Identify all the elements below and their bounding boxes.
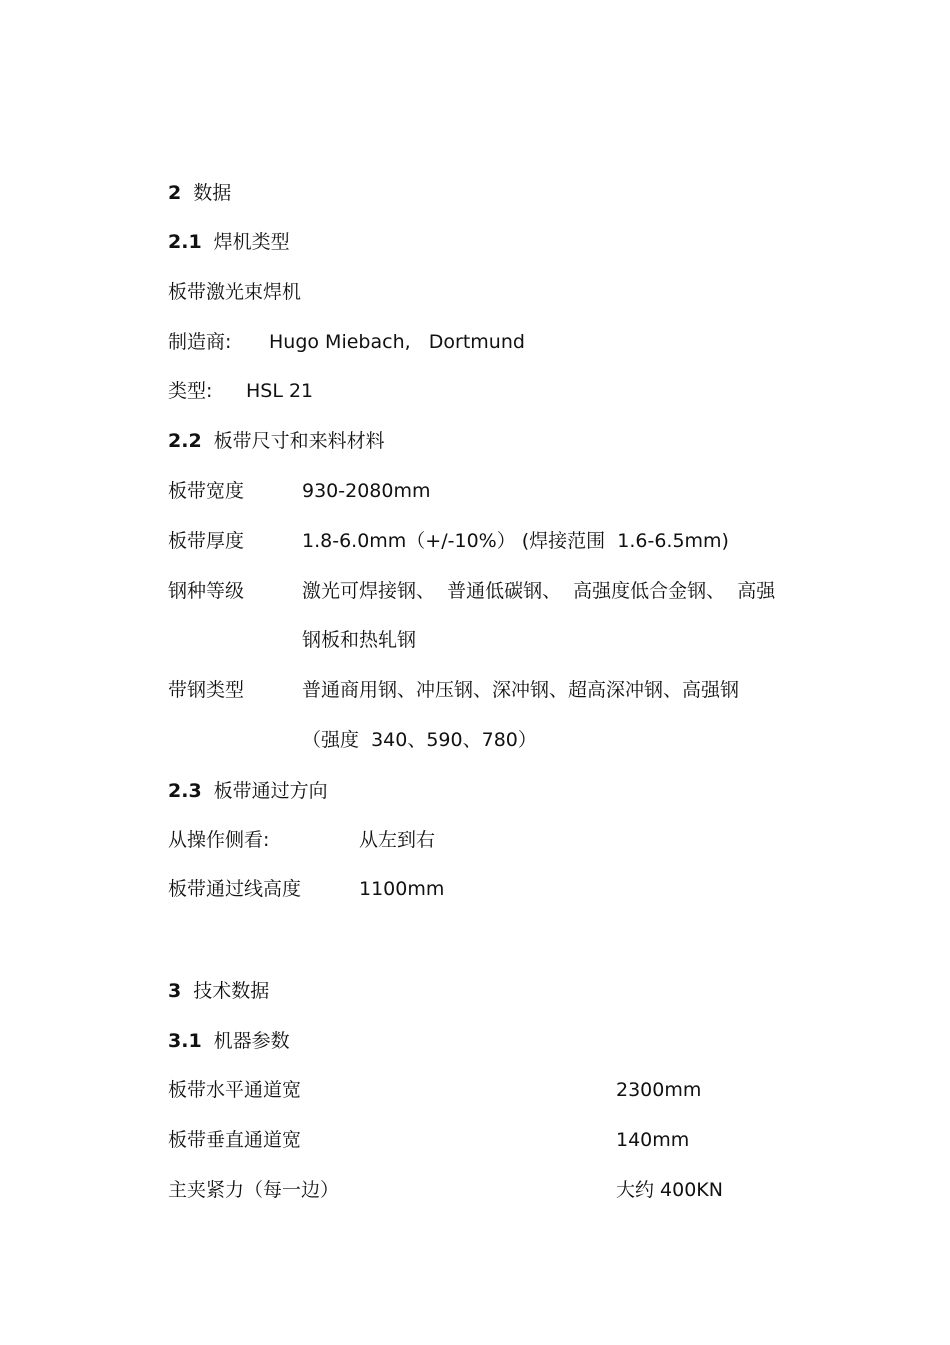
param-value: 2300mm	[616, 1079, 702, 1101]
subsection-number: 3.1	[168, 1030, 202, 1052]
subsection-title: 板带尺寸和来料材料	[213, 430, 385, 452]
manufacturer-label: 制造商:	[168, 331, 232, 353]
section-2-heading	[168, 184, 231, 203]
strip-type-value-line-1: 普通商用钢、冲压钢、深冲钢、超高深冲钢、高强钢	[302, 679, 740, 701]
manufacturer-value: Hugo Miebach, Dortmund	[269, 331, 525, 353]
operator-side-view-value: 从左到右	[359, 829, 436, 851]
pass-line-height-value: 1100mm	[359, 878, 445, 900]
steel-grade-label: 钢种等级	[168, 580, 245, 602]
subsection-2-1-heading	[168, 233, 290, 252]
steel-grade-value-line-1: 激光可焊接钢、 普通低碳钢、 高强度低合金钢、 高强	[302, 580, 776, 602]
strip-thickness-value: 1.8-6.0mm（+/-10%） (焊接范围 1.6-6.5mm)	[302, 530, 729, 552]
strip-type-value-line-2: （强度 340、590、780）	[302, 729, 537, 751]
strip-width-label: 板带宽度	[168, 480, 245, 502]
subsection-title: 焊机类型	[213, 231, 290, 253]
pass-line-height-label: 板带通过线高度	[168, 878, 302, 900]
strip-type-label: 带钢类型	[168, 679, 245, 701]
type-label: 类型:	[168, 380, 213, 402]
strip-width-value: 930-2080mm	[302, 480, 431, 502]
subsection-number: 2.1	[168, 231, 202, 253]
subsection-3-1-heading	[168, 1032, 290, 1051]
subsection-title: 机器参数	[213, 1030, 290, 1052]
subsection-number: 2.3	[168, 780, 202, 802]
section-title: 技术数据	[193, 980, 270, 1002]
welder-description: 板带激光束焊机	[168, 281, 302, 303]
param-value: 140mm	[616, 1129, 690, 1151]
strip-thickness-label: 板带厚度	[168, 530, 245, 552]
subsection-2-2-heading	[168, 432, 385, 451]
subsection-2-3-heading	[168, 782, 328, 801]
operator-side-view-label: 从操作侧看:	[168, 829, 270, 851]
steel-grade-value-line-2: 钢板和热轧钢	[302, 629, 417, 651]
section-title: 数据	[193, 182, 232, 204]
param-label: 主夹紧力（每一边）	[168, 1179, 340, 1201]
type-value: HSL 21	[246, 380, 314, 402]
subsection-number: 2.2	[168, 430, 202, 452]
param-value: 大约 400KN	[616, 1179, 723, 1201]
subsection-title: 板带通过方向	[213, 780, 328, 802]
section-3-heading	[168, 982, 269, 1001]
section-number: 2	[168, 182, 182, 204]
param-label: 板带垂直通道宽	[168, 1129, 302, 1151]
param-label: 板带水平通道宽	[168, 1079, 302, 1101]
section-number: 3	[168, 980, 182, 1002]
